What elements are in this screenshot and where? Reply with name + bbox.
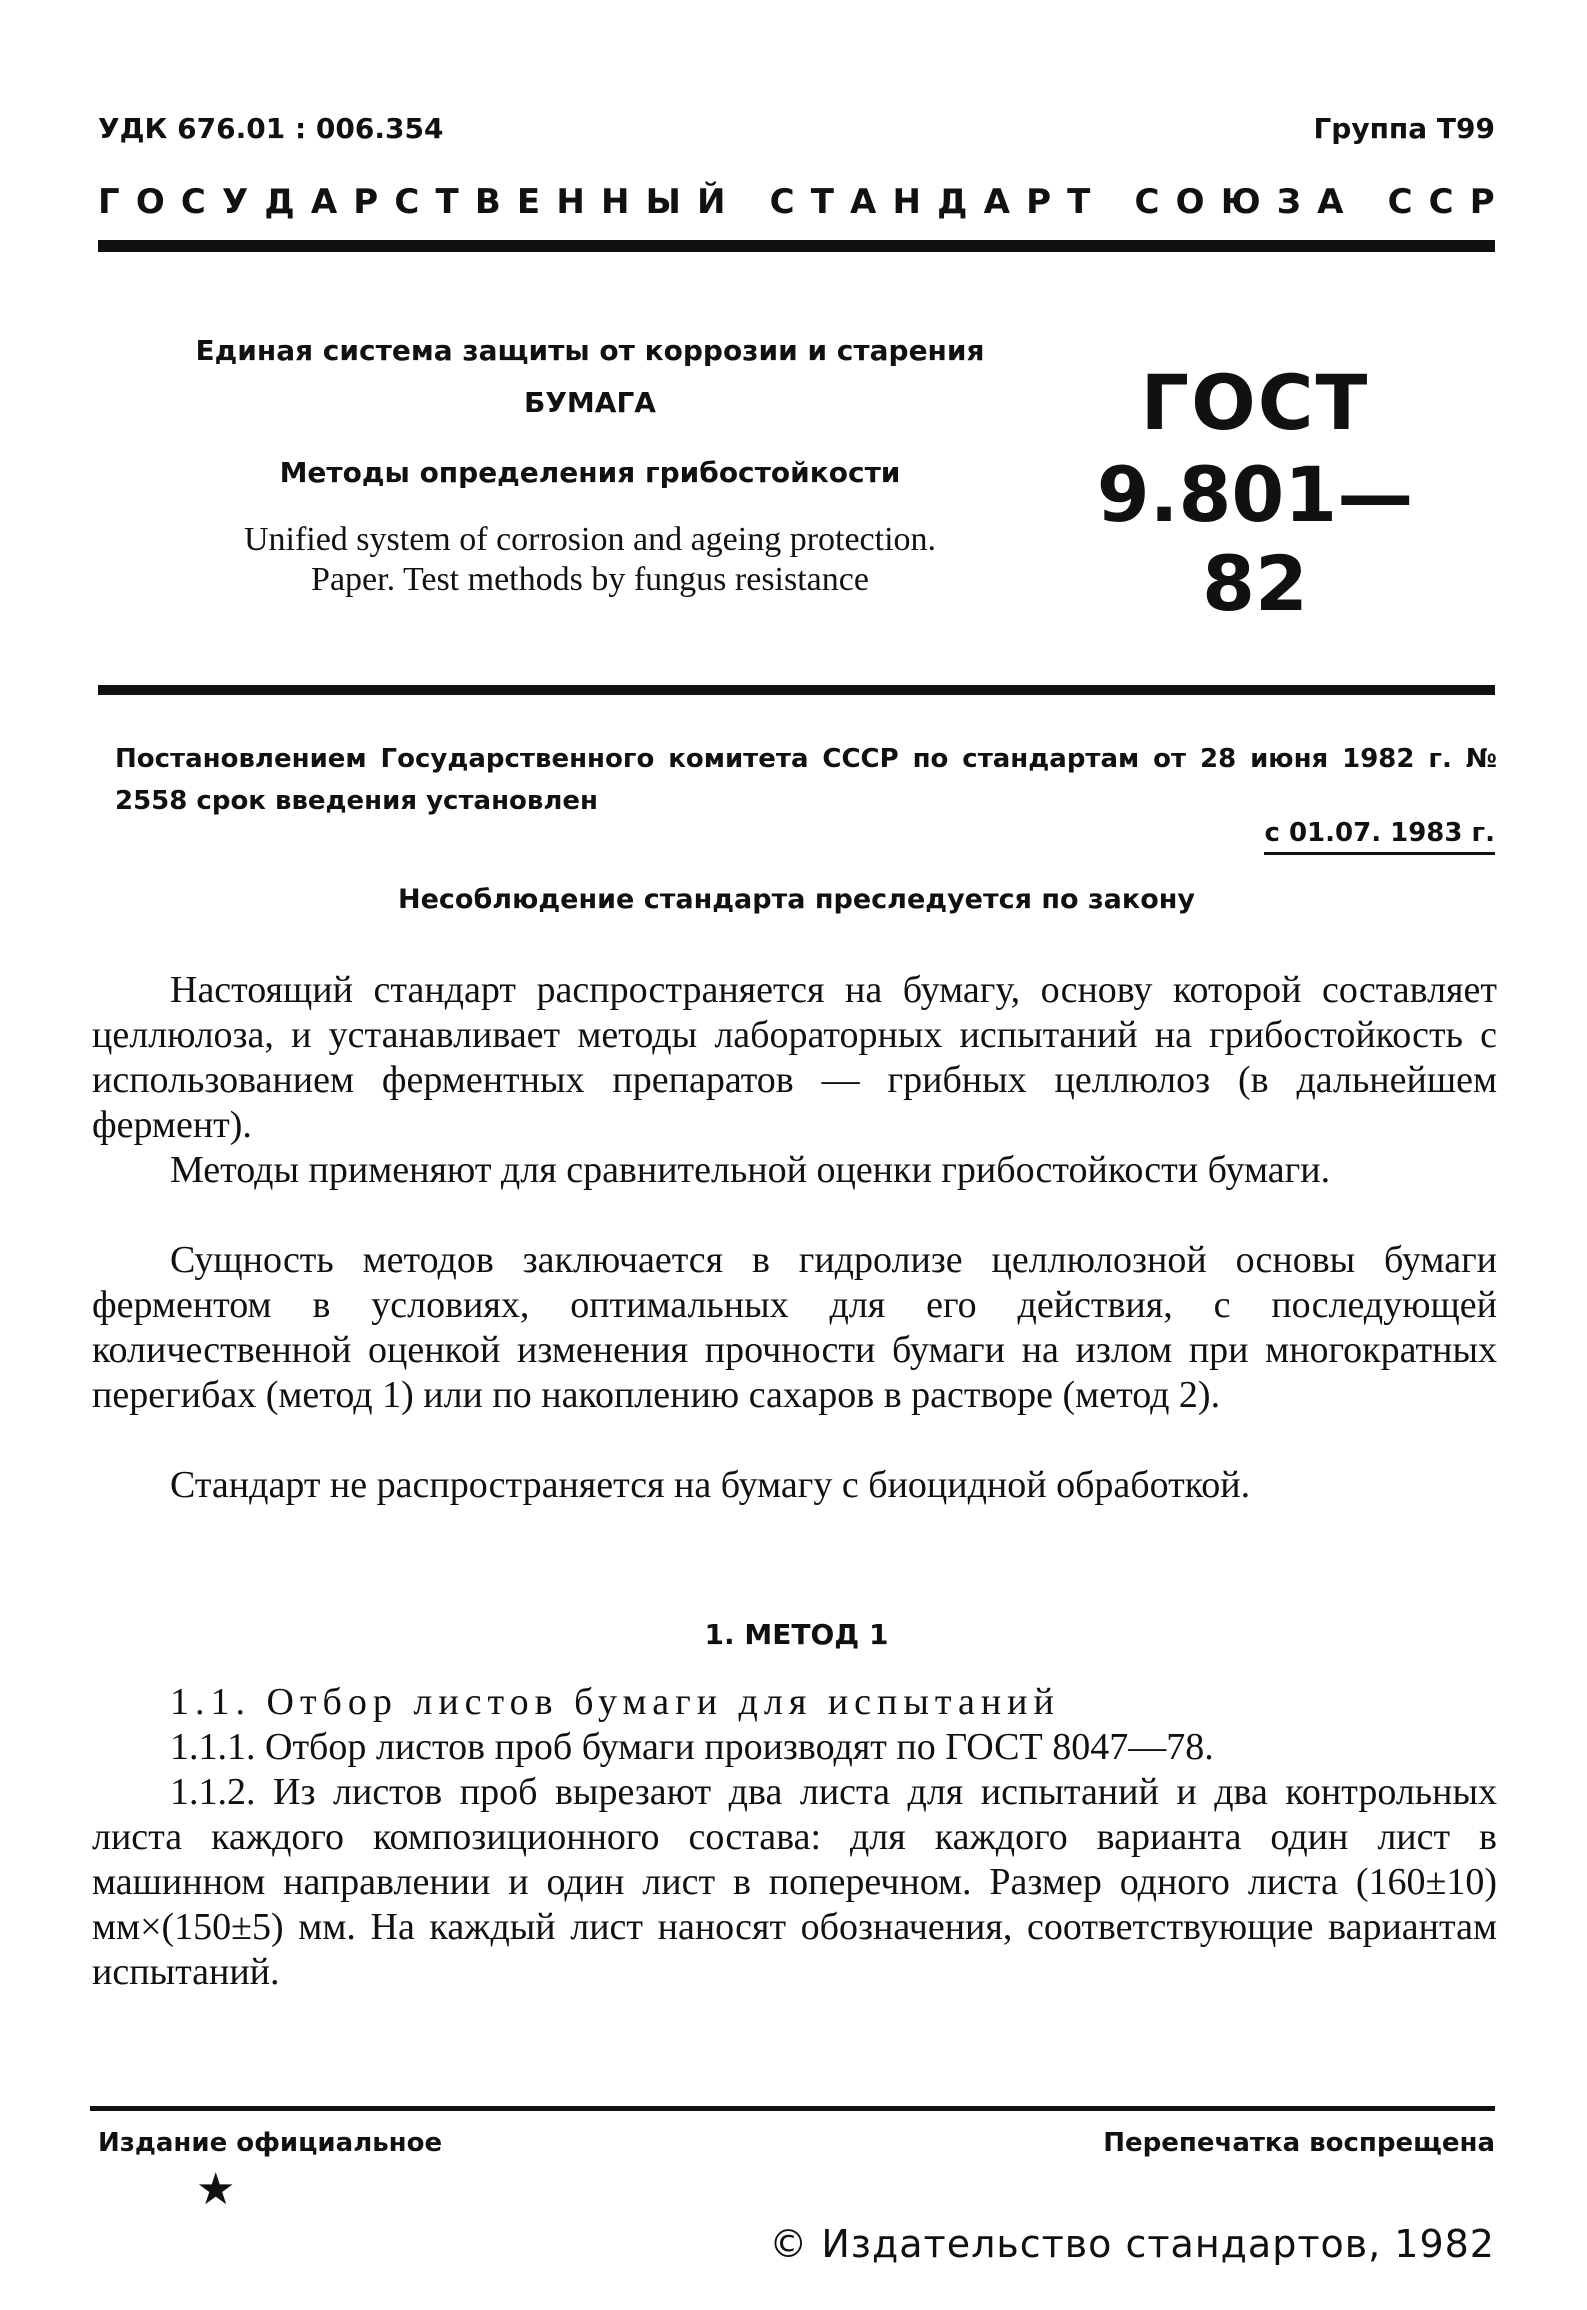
top-rule	[98, 240, 1495, 252]
subsection-1-1-2: 1.1.2. Из листов проб вырезают два листа для испытаний и два контрольных листа каждого композиционного состава: для каждого варианта один лист в машинном направлении и один лист в поперечном. Размер одного листа (160±10) мм×(150±5) мм. На каждый лист наносят обозначения, соответствующие вариантам испытаний.	[92, 1771, 1497, 1993]
state-standard-letter: А	[1317, 182, 1344, 222]
methods-title: Методы определения грибостойкости	[279, 456, 901, 489]
state-standard-letter: Р	[1026, 182, 1051, 222]
english-title-line-2: Paper. Test methods by fungus resistance	[311, 561, 869, 598]
state-standard-letter: Н	[556, 182, 585, 222]
subsection-1-1-1: 1.1.1. Отбор листов проб бумаги производят по ГОСТ 8047—78.	[170, 1726, 1214, 1768]
state-standard-letter: Т	[810, 182, 834, 222]
effective-date: с 01.07. 1983 г.	[1264, 818, 1495, 855]
state-standard-letter	[1107, 182, 1119, 222]
state-standard-letter: Т	[435, 182, 459, 222]
subsection-1-1: 1.1. Отбор листов бумаги для испытаний	[170, 1681, 1060, 1723]
state-standard-letter: С	[1387, 182, 1413, 222]
middle-rule	[98, 685, 1495, 695]
udk-code: УДК 676.01 : 006.354	[98, 112, 444, 145]
decree-text: Постановлением Государственного комитета СССР по стандартам от 28 июня 1982 г. № 2558 срок введения установлен	[115, 744, 1497, 816]
state-standard-letter: О	[1175, 182, 1205, 222]
state-standard-letter: С	[1428, 182, 1454, 222]
reprint-prohibited-label: Перепечатка воспрещена	[1103, 2128, 1495, 2158]
system-title: Единая система защиты от коррозии и старения	[195, 334, 985, 367]
state-standard-letter: С	[1134, 182, 1160, 222]
law-notice: Несоблюдение стандарта преследуется по закону	[397, 884, 1196, 915]
document-subject: БУМАГА	[524, 386, 656, 419]
state-standard-letter: Ы	[645, 182, 681, 222]
state-standard-letter: Д	[937, 182, 968, 222]
state-standard-letter: С	[769, 182, 795, 222]
state-standard-letter: У	[222, 182, 249, 222]
state-standard-letter: Й	[696, 182, 726, 222]
english-title	[150, 520, 1030, 600]
bottom-rule	[90, 2106, 1495, 2111]
state-standard-letter: Е	[516, 182, 541, 222]
state-standard-letter: В	[474, 182, 501, 222]
section-heading: 1. МЕТОД 1	[704, 1618, 889, 1651]
official-edition-label: Издание официальное	[98, 2128, 443, 2158]
state-standard-letter: А	[850, 182, 877, 222]
state-standard-banner	[98, 182, 1495, 222]
state-standard-letter: А	[310, 182, 338, 222]
state-standard-letter: С	[180, 182, 206, 222]
state-standard-letter: Н	[892, 182, 921, 222]
intro-paragraph-3: Сущность методов заключается в гидролизе целлюлозной основы бумаги ферментом в условиях, оптимальных для его действия, с последующей количественной оценкой изменения прочности бумаги на излом при многократных перегибах (метод 1) или по накоплению сахаров в растворе (метод 2).	[92, 1239, 1497, 1416]
state-standard-letter: Р	[1469, 182, 1495, 222]
state-standard-letter: О	[135, 182, 165, 222]
intro-paragraph-1: Настоящий стандарт распространяется на бумагу, основу которой составляет целлюлоза, и устанавливает методы лабораторных испытаний на грибостойкость с использованием ферментных препаратов — грибных целлюлоз (в дальнейшем фермент).	[92, 969, 1497, 1146]
state-standard-letter: Т	[1067, 182, 1091, 222]
state-standard-letter: Ю	[1220, 182, 1261, 222]
intro-paragraph-2: Методы применяют для сравнительной оценки грибостойкости бумаги.	[170, 1149, 1331, 1191]
gost-number: 9.801—82	[1096, 450, 1414, 628]
state-standard-letter: Н	[600, 182, 630, 222]
english-title-line-1: Unified system of corrosion and ageing protection.	[243, 521, 937, 558]
group-code: Группа Т99	[1313, 112, 1495, 145]
state-standard-letter: А	[983, 182, 1010, 222]
intro-paragraph-4: Стандарт не распространяется на бумагу с биоцидной обработкой.	[170, 1464, 1251, 1506]
gost-label: ГОСТ	[1140, 358, 1370, 447]
state-standard-letter	[1360, 182, 1372, 222]
star-icon: ★	[196, 2164, 236, 2215]
state-standard-letter: Р	[353, 182, 379, 222]
state-standard-letter: З	[1276, 182, 1301, 222]
copyright-notice: © Издательство стандартов, 1982	[769, 2222, 1495, 2266]
state-standard-letter: Г	[98, 182, 120, 222]
state-standard-letter: Д	[264, 182, 295, 222]
state-standard-letter: С	[394, 182, 420, 222]
state-standard-letter	[742, 182, 754, 222]
